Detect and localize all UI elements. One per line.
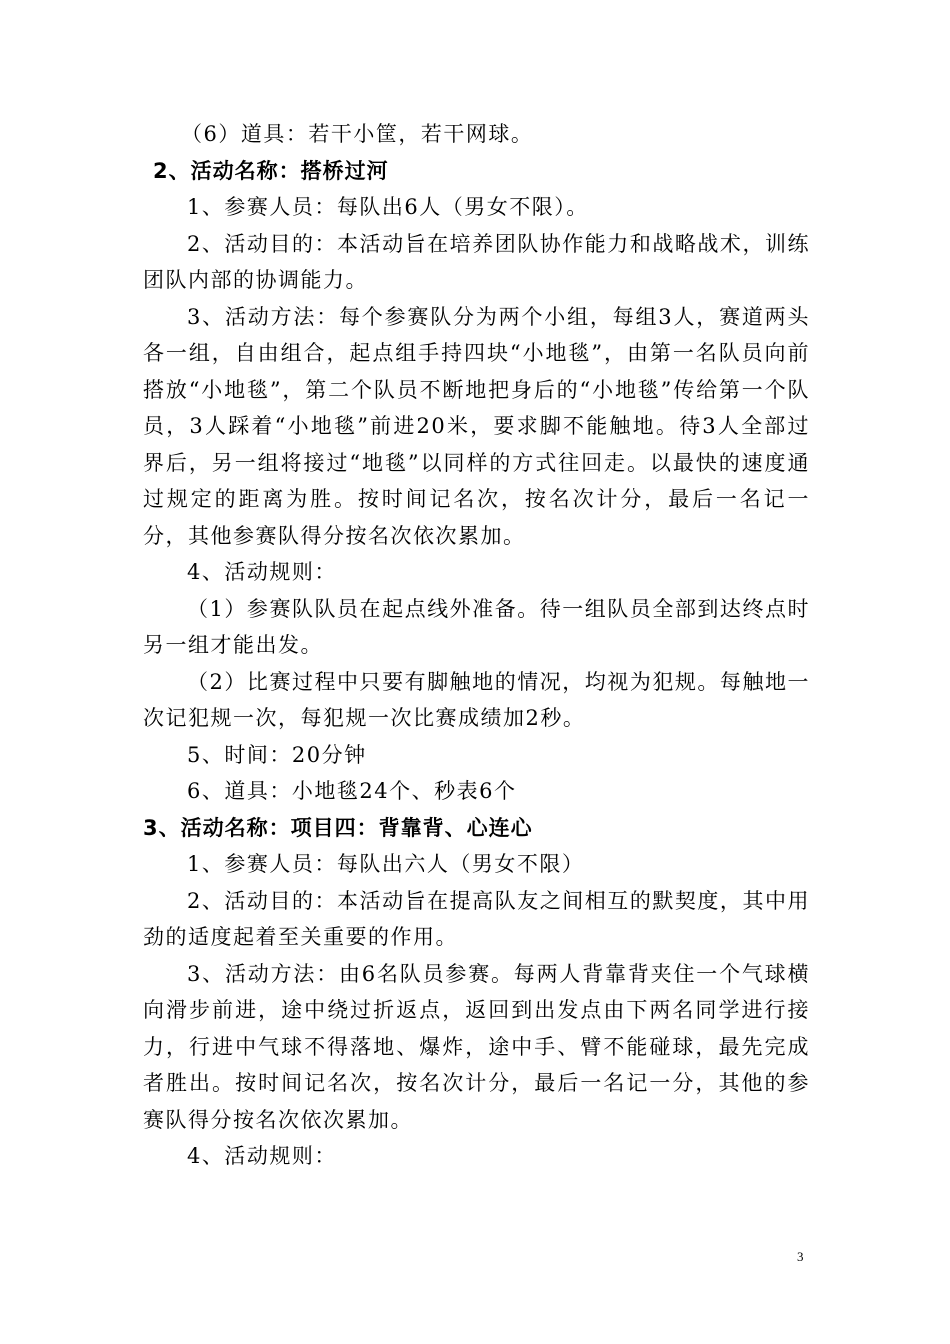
section-heading-3: 3、活动名称：项目四：背靠背、心连心 — [143, 815, 533, 840]
props-item: （6）道具：若干小筐，若干网球。 — [181, 122, 534, 146]
paragraph-time: 5、时间：20分钟 — [187, 742, 367, 767]
document-body — [143, 116, 810, 1175]
paragraph-participants: 1、参赛人员：每队出6人（男女不限）。 — [187, 195, 589, 219]
page-number: 3 — [797, 1249, 804, 1264]
paragraph-purpose: 2、活动目的：本活动旨在培养团队协作能力和战略战术，训练团队内部的协调能力。 — [143, 231, 810, 292]
paragraph-props: 6、道具：小地毯24个、秒表6个 — [187, 779, 517, 803]
paragraph-rules-title: 4、活动规则： — [187, 560, 337, 584]
paragraph-participants-2: 1、参赛人员：每队出六人（男女不限） — [187, 852, 585, 876]
paragraph-method-2: 3、活动方法：由6名队员参赛。每两人背靠背夹住一个气球横向滑步前进，途中绕过折返点，返回到出发点由下两名同学进行接力，行进中气球不得落地、爆炸，途中手、臂不能碰球，最先完成者胜出。按时间记名次，按名次计分，最后一名记一分，其他的参赛队得分按名次依次累加。 — [143, 961, 810, 1132]
paragraph-rules-title-2: 4、活动规则： — [187, 1144, 337, 1168]
paragraph-purpose-2: 2、活动目的：本活动旨在提高队友之间相互的默契度，其中用劲的适度起着至关重要的作用。 — [143, 888, 810, 949]
paragraph-rule-2: （2）比赛过程中只要有脚触地的情况，均视为犯规。每触地一次记犯规一次，每犯规一次比赛成绩加2秒。 — [143, 669, 810, 730]
paragraph-method: 3、活动方法：每个参赛队分为两个小组，每组3人，赛道两头各一组，自由组合，起点组手持四块“小地毯”，由第一名队员向前搭放“小地毯”，第二个队员不断地把身后的“小地毯”传给第一个队员，3人踩着“小地毯”前进20米，要求脚不能触地。待3人全部过界后，另一组将接过“地毯”以同样的方式往回走。以最快的速度通过规定的距离为胜。按时间记名次，按名次计分，最后一名记一分，其他参赛队得分按名次依次累加。 — [143, 304, 810, 548]
section-heading-2: 2、活动名称：搭桥过河 — [153, 158, 389, 183]
paragraph-rule-1: （1）参赛队队员在起点线外准备。待一组队员全部到达终点时另一组才能出发。 — [143, 596, 810, 657]
